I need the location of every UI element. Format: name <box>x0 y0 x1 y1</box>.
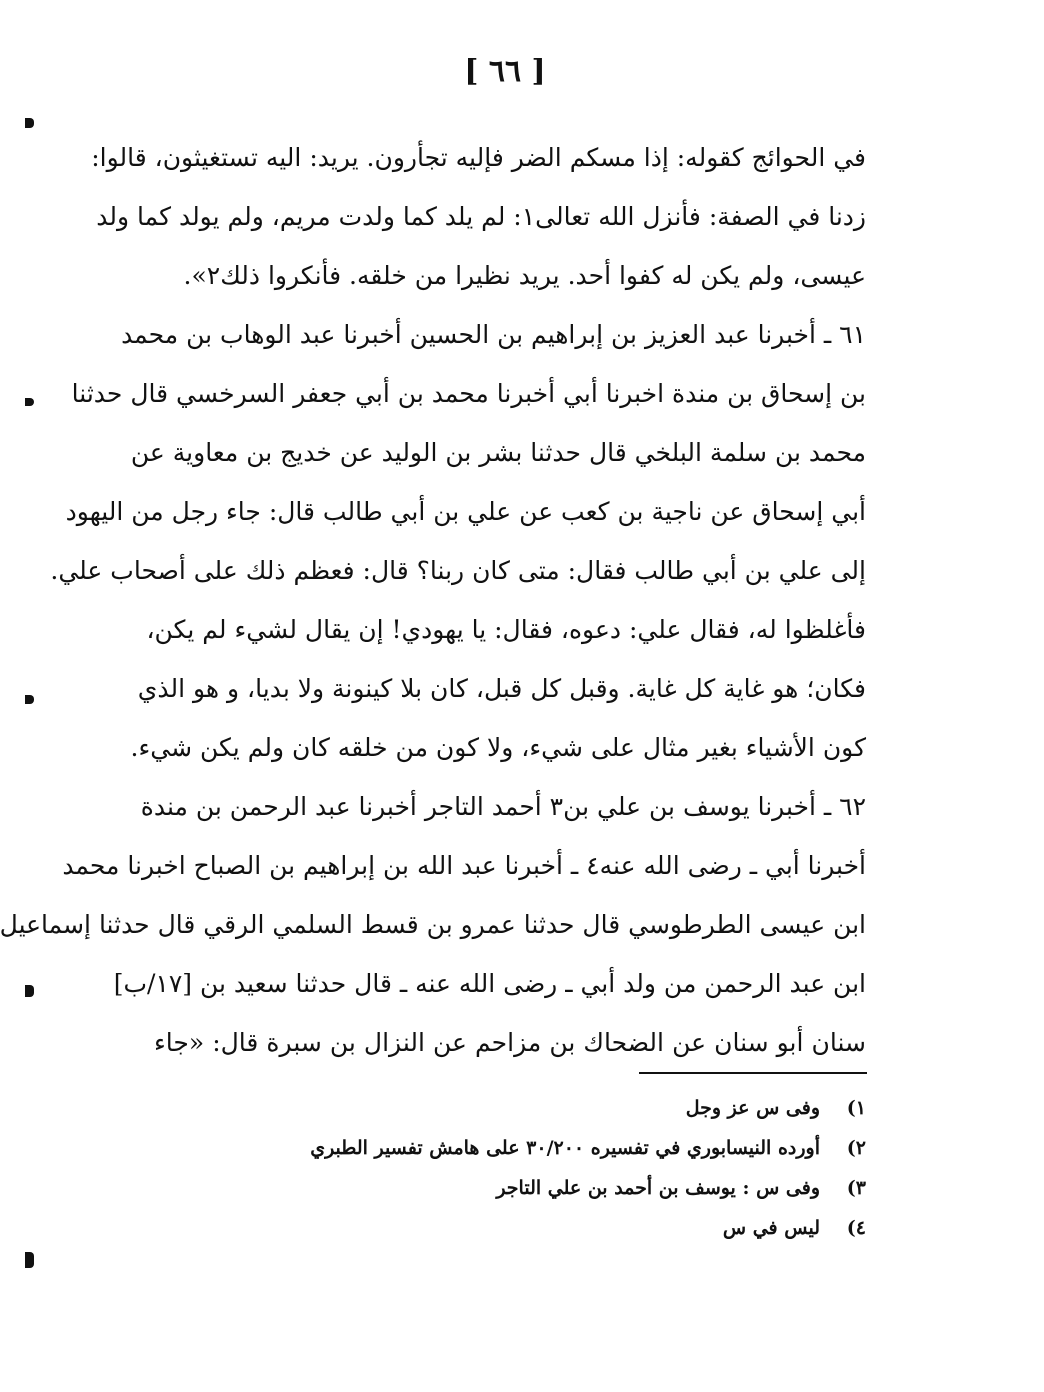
text-line: بن إسحاق بن مندة اخبرنا أبي أخبرنا محمد بن أبي جعفر السرخسي قال حدثنا <box>71 379 866 408</box>
text-line: فأغلظوا له، فقال علي: دعوه، فقال: يا يهودي! إن يقال لشيء لم يكن، <box>146 615 866 644</box>
footnotes <box>266 1088 866 1248</box>
footnote-item <box>266 1208 866 1248</box>
scan-edge-mark <box>25 1252 34 1268</box>
text-line: في الحوائج كقوله: إذا مسكم الضر فإليه تجأرون. يريد: اليه تستغيثون، قالوا: <box>91 143 866 172</box>
scan-edge-mark <box>25 985 34 997</box>
text-line: ٦١ ـ أخبرنا عبد العزيز بن إبراهيم بن الحسين أخبرنا عبد الوهاب بن محمد <box>121 320 866 349</box>
text-line: سنان أبو سنان عن الضحاك بن مزاحم عن النزال بن سبرة قال: «جاء <box>154 1028 866 1057</box>
text-line: كون الأشياء بغير مثال على شيء، ولا كون من خلقه كان ولم يكن شيء. <box>130 733 866 762</box>
scan-edge-mark <box>25 398 34 406</box>
footnote-divider <box>639 1072 867 1074</box>
footnote-number: ٢) <box>846 1137 866 1159</box>
text-line: عيسى، ولم يكن له كفوا أحد. يريد نظيرا من خلقه. فأنكروا ذلك٢». <box>183 261 866 290</box>
text-line: أبي إسحاق عن ناجية بن كعب عن علي بن أبي طالب قال: جاء رجل من اليهود <box>65 497 866 526</box>
footnote-text: وفى س عز وجل <box>685 1097 820 1119</box>
footnote-item <box>266 1128 866 1168</box>
footnote-item <box>266 1168 866 1208</box>
text-line: ابن عيسى الطرطوسي قال حدثنا عمرو بن قسط السلمي الرقي قال حدثنا إسماعيل <box>0 910 866 939</box>
text-line: أخبرنا أبي ـ رضى الله عنه٤ ـ أخبرنا عبد الله بن إبراهيم بن الصباح اخبرنا محمد <box>62 851 866 880</box>
page-number: [ ٦٦ ] <box>464 54 546 89</box>
scan-edge-mark <box>25 695 34 704</box>
footnote-item <box>266 1088 866 1128</box>
main-text <box>0 128 866 1072</box>
text-line: ابن عبد الرحمن من ولد أبي ـ رضى الله عنه ـ قال حدثنا سعيد بن [١٧/ب] <box>113 969 866 998</box>
scan-edge-mark <box>25 118 34 128</box>
footnote-text: ليس في س <box>722 1217 820 1239</box>
footnote-text: أورده النيسابوري في تفسيره ٣٠/٢٠٠ على هامش تفسير الطبري <box>310 1137 820 1159</box>
text-line: محمد بن سلمة البلخي قال حدثنا بشر بن الوليد عن خديج بن معاوية عن <box>130 438 866 467</box>
footnote-text: وفى س : يوسف بن أحمد بن علي التاجر <box>496 1177 820 1199</box>
text-line: ٦٢ ـ أخبرنا يوسف بن علي بن٣ أحمد التاجر أخبرنا عبد الرحمن بن مندة <box>140 792 866 821</box>
footnote-number: ٣) <box>846 1177 866 1199</box>
footnote-number: ١) <box>846 1097 866 1119</box>
text-line: فكان؛ هو غاية كل غاية. وقبل كل قبل، كان بلا كينونة ولا بديا، و هو الذي <box>137 674 866 703</box>
footnote-number: ٤) <box>846 1217 866 1239</box>
text-line: زدنا في الصفة: فأنزل الله تعالى١: لم يلد كما ولدت مريم، ولم يولد كما ولد <box>96 202 866 231</box>
text-line: إلى علي بن أبي طالب فقال: متى كان ربنا؟ قال: فعظم ذلك على أصحاب علي. <box>50 556 866 585</box>
